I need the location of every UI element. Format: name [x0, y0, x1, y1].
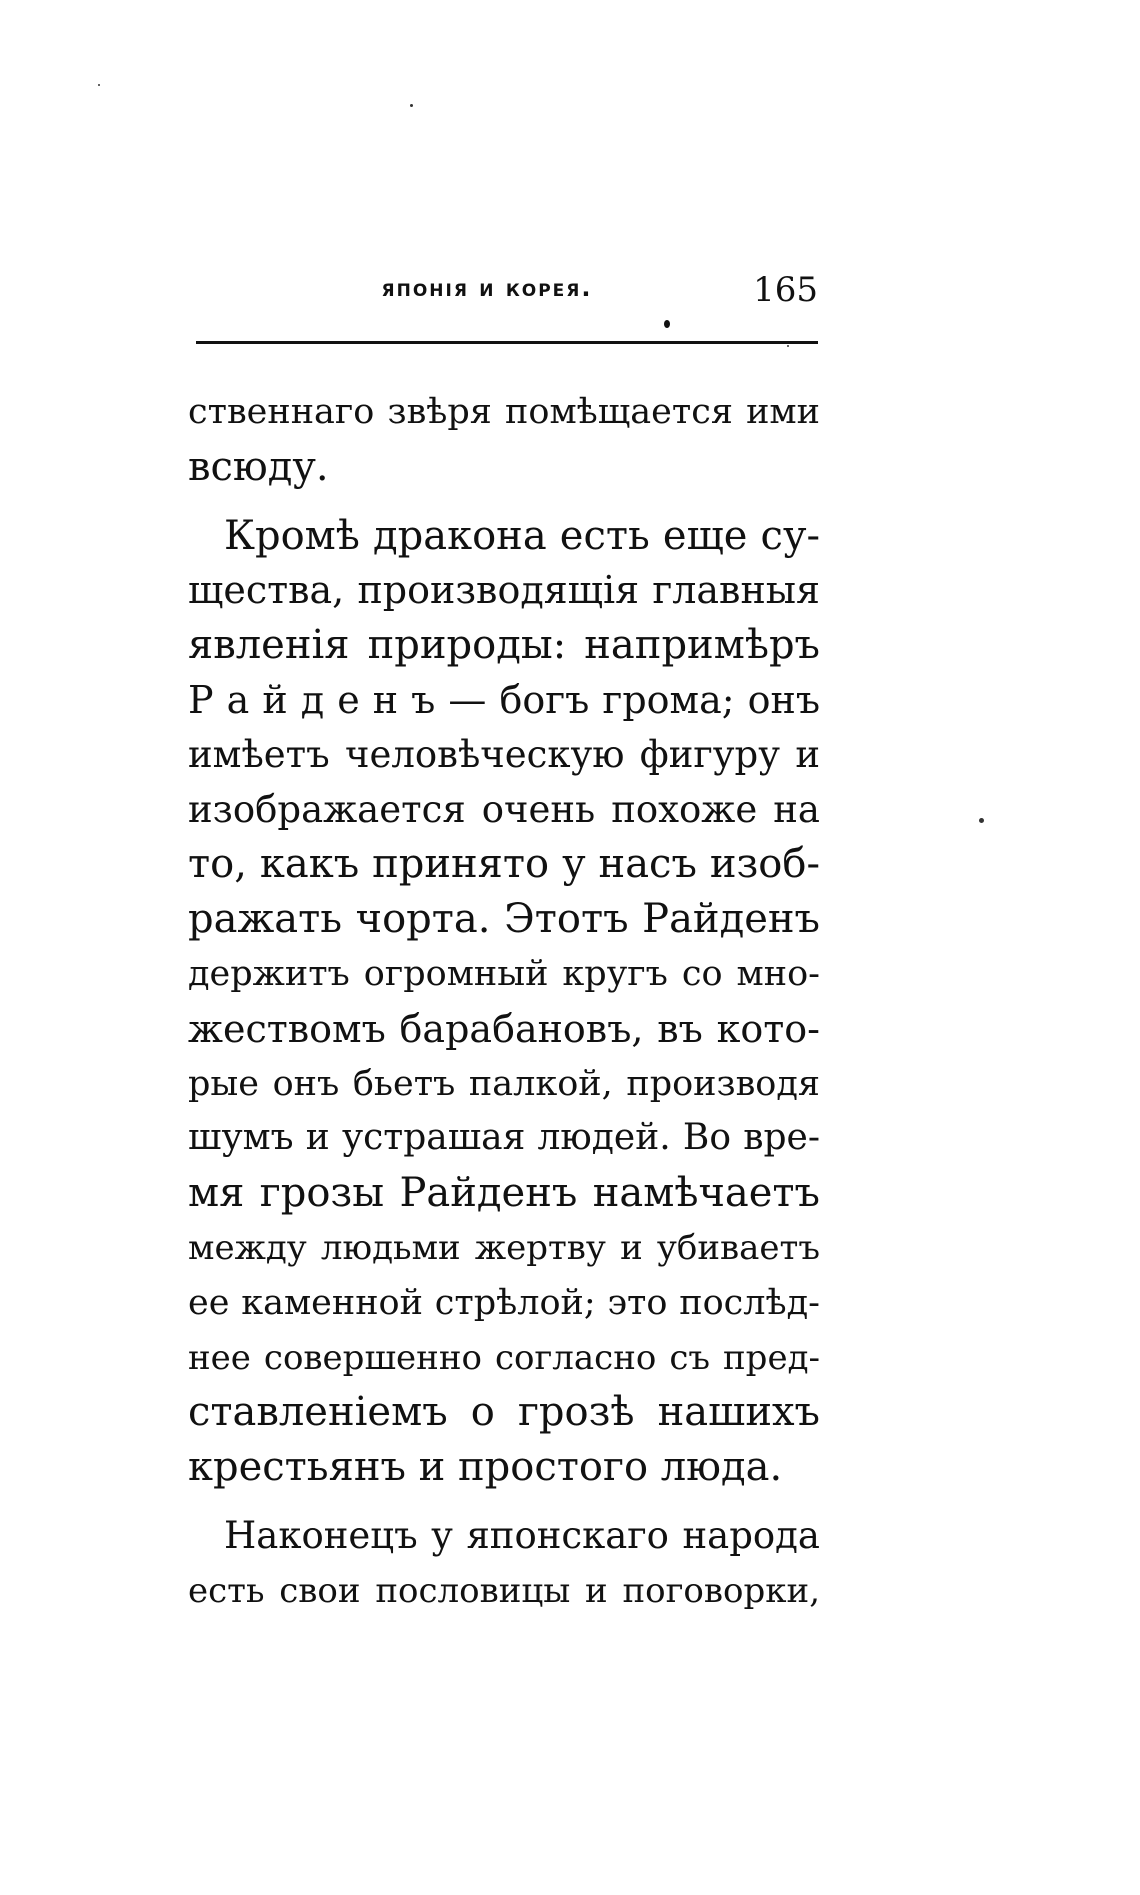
- scan-speck: [787, 345, 789, 347]
- text-line: явленія природы: напримѣръ: [188, 622, 820, 669]
- paragraph: [188, 385, 820, 495]
- text-line: щества, производящія главныя: [188, 568, 820, 613]
- text-line: Р а й д е н ъ — богъ грома; онъ: [188, 677, 820, 722]
- page-number: 165: [753, 270, 818, 310]
- text-line: нее совершенно согласно съ пред-: [188, 1337, 820, 1378]
- text-line: крестьянъ и простого люда.: [188, 1444, 783, 1491]
- scan-speck: [979, 818, 984, 823]
- text-line: ставленіемъ о грозѣ нашихъ: [188, 1389, 820, 1436]
- text-line: между людьми жертву и убиваетъ: [188, 1227, 820, 1268]
- body-text: [188, 385, 820, 1619]
- rule-dot: [664, 320, 670, 328]
- text-line: есть свои пословицы и поговорки,: [188, 1570, 820, 1611]
- text-line: Наконецъ у японскаго народа: [224, 1513, 820, 1557]
- paragraph: [188, 1509, 820, 1619]
- scan-speck: [98, 84, 100, 86]
- text-line: ражать чорта. Этотъ Райденъ: [188, 896, 820, 943]
- text-line: мя грозы Райденъ намѣчаетъ: [188, 1170, 820, 1217]
- text-line: ственнаго звѣря помѣщается ими: [188, 392, 820, 432]
- text-line: Кромѣ дракона есть еще су-: [224, 512, 820, 559]
- text-line: рые онъ бьетъ палкой, производя: [188, 1063, 820, 1104]
- text-line: жествомъ барабановъ, въ кото-: [188, 1006, 820, 1051]
- paragraph: [188, 509, 820, 1495]
- text-line: изображается очень похоже на: [188, 787, 820, 831]
- text-line: имѣетъ человѣческую фигуру и: [188, 732, 820, 776]
- text-line: всюду.: [188, 443, 329, 490]
- header-rule: [196, 341, 818, 344]
- text-line: держитъ огромный кругъ со мно-: [188, 953, 820, 994]
- scan-speck: [410, 104, 413, 107]
- text-line: ее каменной стрѣлой; это послѣд-: [188, 1282, 820, 1323]
- text-line: то, какъ принято у насъ изоб-: [188, 841, 820, 888]
- running-head: [196, 272, 818, 312]
- text-line: шумъ и устрашая людей. Во вре-: [188, 1117, 820, 1159]
- running-title: японія и корея.: [381, 274, 593, 302]
